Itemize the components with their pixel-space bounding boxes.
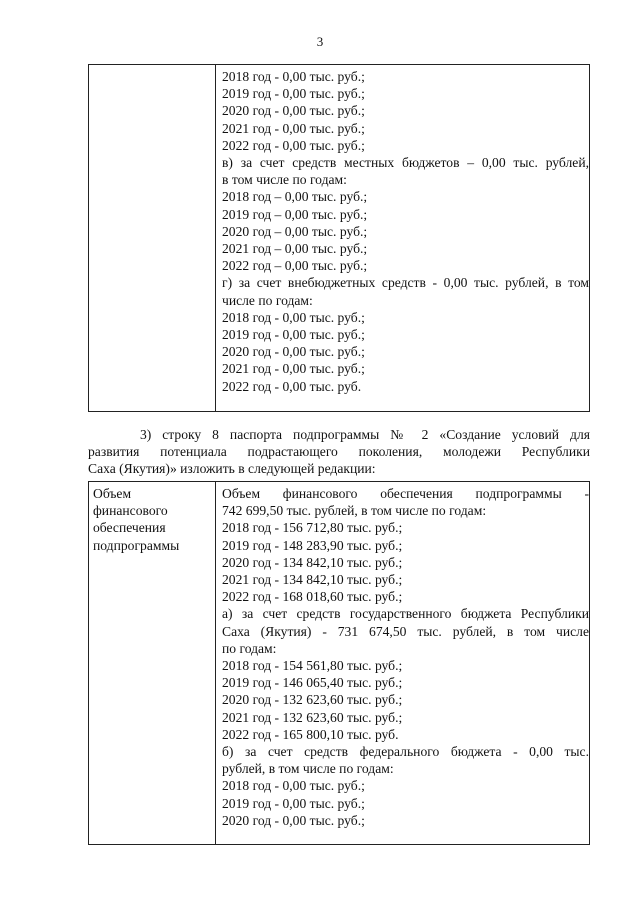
table-row (89, 482, 590, 845)
funding-line: а) за счет средств государственного бюджета Республики (222, 606, 589, 622)
funding-line: 2020 год - 134 842,10 тыс. руб.; (222, 554, 403, 570)
funding-line: в) за счет средств местных бюджетов – 0,00 тыс. рублей, (222, 155, 589, 171)
funding-line: 2019 год - 148 283,90 тыс. руб.; (222, 537, 403, 553)
table2-label-line: финансового (93, 503, 168, 519)
funding-line: рублей, в том числе по годам: (222, 761, 394, 777)
funding-line: Объем финансового обеспечения подпрограммы - (222, 486, 589, 501)
funding-line: 2020 год - 132 623,60 тыс. руб.; (222, 692, 403, 708)
funding-line: в том числе по годам: (222, 172, 347, 188)
funding-table-continued (88, 64, 590, 412)
table1-label-cell (89, 65, 216, 412)
funding-line: 2019 год - 0,00 тыс. руб.; (222, 86, 365, 102)
funding-line: 2019 год - 0,00 тыс. руб.; (222, 327, 365, 343)
funding-line: 2018 год - 0,00 тыс. руб.; (222, 309, 365, 325)
funding-line: 2018 год - 156 712,80 тыс. руб.; (222, 520, 403, 536)
funding-line: 2018 год - 154 561,80 тыс. руб.; (222, 658, 403, 674)
page-number: 3 (316, 34, 324, 49)
funding-line: 2022 год - 0,00 тыс. руб. (222, 378, 362, 394)
funding-line: г) за счет внебюджетных средств - 0,00 тыс. рублей, в том (222, 275, 589, 291)
table2-label-line: Объем (93, 486, 132, 501)
table2-label-cell (89, 482, 216, 845)
funding-line: Саха (Якутия) - 731 674,50 тыс. рублей, в том числе (222, 623, 589, 639)
table2-label-line: обеспечения (93, 520, 166, 536)
funding-line: 2021 год – 0,00 тыс. руб.; (222, 241, 368, 257)
funding-line: 2021 год - 134 842,10 тыс. руб.; (222, 572, 403, 588)
funding-line: 2022 год – 0,00 тыс. руб.; (222, 258, 368, 274)
funding-line: 742 699,50 тыс. рублей, в том числе по годам: (222, 503, 487, 519)
table-row (89, 65, 590, 412)
funding-line: 2020 год - 0,00 тыс. руб.; (222, 103, 365, 119)
table2-label-line: подпрограммы (93, 537, 180, 553)
funding-line: 2018 год – 0,00 тыс. руб.; (222, 189, 368, 205)
funding-line: 2018 год - 0,00 тыс. руб.; (222, 69, 365, 84)
table2-value-cell (216, 482, 590, 845)
funding-line: 2021 год - 0,00 тыс. руб.; (222, 120, 365, 136)
amendment-paragraph (88, 426, 590, 477)
table1-value-cell (216, 65, 590, 412)
paragraph-line: развития потенциала подрастающего поколения, молодежи Республики (88, 444, 590, 459)
funding-line: 2022 год - 0,00 тыс. руб.; (222, 137, 365, 153)
funding-line: 2019 год – 0,00 тыс. руб.; (222, 206, 368, 222)
funding-table (88, 481, 590, 845)
funding-line: 2020 год - 0,00 тыс. руб.; (222, 344, 365, 360)
funding-line: б) за счет средств федерального бюджета - 0,00 тыс. (222, 744, 589, 760)
funding-line: 2019 год - 146 065,40 тыс. руб.; (222, 675, 403, 691)
funding-line: 2018 год - 0,00 тыс. руб.; (222, 778, 365, 794)
paragraph-line: 3) строку 8 паспорта подпрограммы № 2 «Создание условий для (140, 427, 590, 442)
funding-line: 2019 год - 0,00 тыс. руб.; (222, 795, 365, 811)
funding-line: 2022 год - 165 800,10 тыс. руб. (222, 726, 399, 742)
funding-line: числе по годам: (222, 292, 313, 308)
funding-line: 2022 год - 168 018,60 тыс. руб.; (222, 589, 403, 605)
funding-line: по годам: (222, 640, 277, 656)
funding-line: 2021 год - 0,00 тыс. руб.; (222, 361, 365, 377)
paragraph-line: Саха (Якутия)» изложить в следующей редакции: (88, 461, 376, 476)
funding-line: 2020 год - 0,00 тыс. руб.; (222, 812, 365, 828)
funding-line: 2021 год - 132 623,60 тыс. руб.; (222, 709, 403, 725)
funding-line: 2020 год – 0,00 тыс. руб.; (222, 223, 368, 239)
